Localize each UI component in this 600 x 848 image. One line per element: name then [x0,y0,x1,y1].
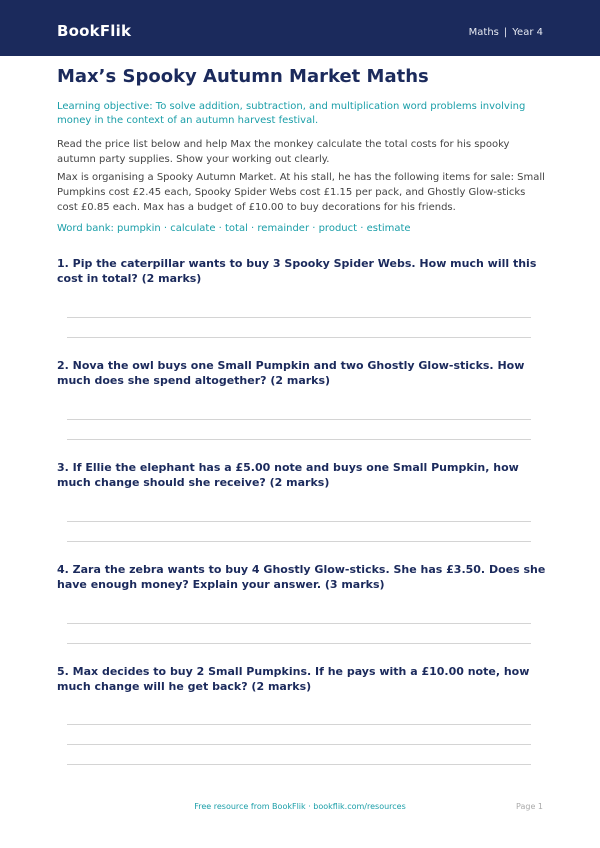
question-1: 1. Pip the caterpillar wants to buy 3 Spooky Spider Webs. How much will this cost in total? (2 marks) [57,257,537,285]
answer-line[interactable] [67,744,531,745]
instructions-paragraph: Read the price list below and help Max the monkey calculate the total costs for his spooky autumn party supplies. Show your working out clearly. [57,139,510,165]
question-3: 3. If Ellie the elephant has a £5.00 note and buys one Small Pumpkin, how much change should she receive? (2 marks) [57,461,519,489]
subject-label: Maths [468,27,499,38]
answer-line[interactable] [67,439,531,440]
answer-line[interactable] [67,764,531,765]
page-number: Page 1 [516,802,543,811]
answer-line[interactable] [67,419,531,420]
answer-line[interactable] [67,623,531,624]
question-2: 2. Nova the owl buys one Small Pumpkin and two Ghostly Glow-sticks. How much does she spend altogether? (2 marks) [57,359,525,387]
answer-line[interactable] [67,317,531,318]
answer-line[interactable] [67,724,531,725]
breadcrumb-separator: | [503,27,508,38]
answer-line[interactable] [67,643,531,644]
answer-line[interactable] [67,521,531,522]
scenario-paragraph: Max is organising a Spooky Autumn Market. At his stall, he has the following items for sale: Small Pumpkins cost £2.45 each, Spooky Spider Webs cost £1.15 per pack, and Ghostly Glow-sticks cost £0.85 each. Max has a budget of £10.00 to buy decorations for his friends. [57,172,545,213]
answer-line[interactable] [67,337,531,338]
brand-logo[interactable]: BookFlik [57,22,132,40]
subject-breadcrumb [469,27,543,38]
word-bank: Word bank: pumpkin · calculate · total · remainder · product · estimate [57,223,411,234]
question-5: 5. Max decides to buy 2 Small Pumpkins. If he pays with a £10.00 note, how much change will he get back? (2 marks) [57,665,530,693]
page-title: Max’s Spooky Autumn Market Maths [57,66,429,87]
header-bar [0,0,600,56]
footer-link[interactable]: Free resource from BookFlik · bookflik.com/resources [194,802,406,811]
question-4: 4. Zara the zebra wants to buy 4 Ghostly Glow-sticks. She has £3.50. Does she have enough money? Explain your answer. (3 marks) [57,563,546,591]
learning-objective: Learning objective: To solve addition, subtraction, and multiplication word problems involving money in the context of an autumn harvest festival. [57,101,526,126]
answer-line[interactable] [67,541,531,542]
year-label: Year 4 [512,27,543,38]
